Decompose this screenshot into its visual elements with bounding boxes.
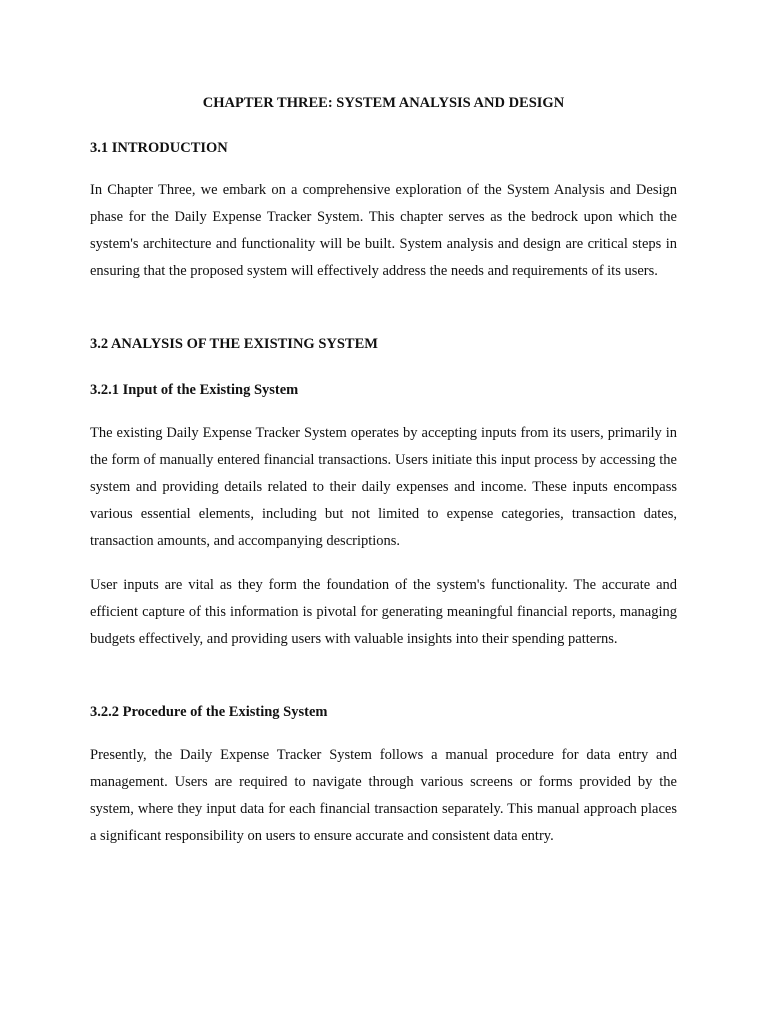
input-paragraph-1: The existing Daily Expense Tracker System operates by accepting inputs from its users, primarily in the form of manually entered financial transactions. Users initiate this input process by accessing the system and providing details related to their daily expenses and income. These inputs encompass various essential elements, including but not limited to expense categories, transaction dates, transaction amounts, and accompanying descriptions. <box>90 425 677 549</box>
procedure-paragraph: Presently, the Daily Expense Tracker System follows a manual procedure for data entry and management. Users are required to navigate through various screens or forms provided by the system, where they input data for each financial transaction separately. This manual approach places a significant responsibility on users to ensure accurate and consistent data entry. <box>90 747 677 844</box>
introduction-paragraph: In Chapter Three, we embark on a comprehensive exploration of the System Analysis and Design phase for the Daily Expense Tracker System. This chapter serves as the bedrock upon which the system's architecture and functionality will be built. System analysis and design are critical steps in ensuring that the proposed system will effectively address the needs and requirements of its users. <box>90 182 677 279</box>
input-paragraph-2: User inputs are vital as they form the foundation of the system's functionality. The accurate and efficient capture of this information is pivotal for generating meaningful financial reports, managing budgets effectively, and providing users with valuable insights into their spending patterns. <box>90 577 677 647</box>
subsection-heading-input: 3.2.1 Input of the Existing System <box>90 382 299 398</box>
section-heading-introduction: 3.1 INTRODUCTION <box>90 140 228 156</box>
chapter-title: CHAPTER THREE: SYSTEM ANALYSIS AND DESIGN <box>202 95 565 111</box>
section-heading-analysis: 3.2 ANALYSIS OF THE EXISTING SYSTEM <box>90 336 378 352</box>
subsection-heading-procedure: 3.2.2 Procedure of the Existing System <box>90 704 328 720</box>
document-page <box>90 0 677 1024</box>
